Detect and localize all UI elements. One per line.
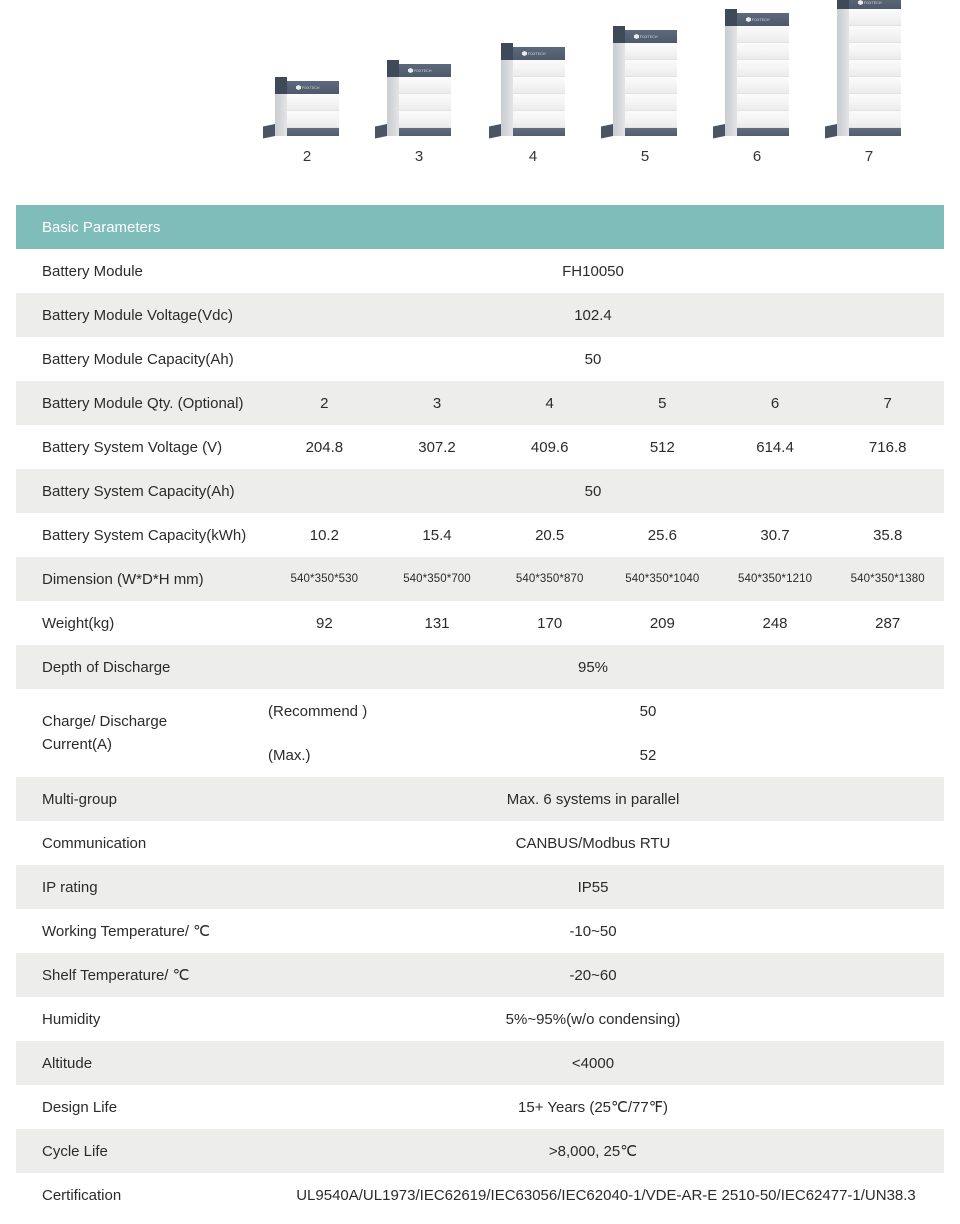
stack-base <box>399 128 451 136</box>
stack-top-cap <box>513 47 565 60</box>
battery-module-block <box>513 60 565 77</box>
table-cell: 287 <box>875 614 901 632</box>
table-cell: 7 <box>883 394 892 412</box>
stack-front-face <box>287 81 339 136</box>
table-cell: 409.6 <box>530 438 569 456</box>
row-value-merged: 95% <box>577 658 609 676</box>
table-row <box>16 249 944 293</box>
stack-base-side <box>825 124 837 139</box>
table-row <box>16 293 944 337</box>
table-cell: 209 <box>649 614 675 632</box>
table-cell: 6 <box>770 394 780 412</box>
row-label: Battery Module Capacity(Ah) <box>42 350 234 368</box>
battery-module-block <box>513 111 565 128</box>
battery-module-block <box>737 94 789 111</box>
brand-logo <box>408 68 432 73</box>
stack-base-side <box>601 124 613 139</box>
row-label: Depth of Discharge <box>42 658 171 676</box>
stack-base <box>287 128 339 136</box>
battery-module-block <box>849 9 901 26</box>
stack-side-face <box>613 30 625 136</box>
table-row <box>16 909 944 953</box>
table-cell: 92 <box>315 614 333 632</box>
stack-cap-side <box>613 26 625 43</box>
battery-stack-illustration <box>501 47 565 136</box>
brand-logo-text: FOXTECH <box>414 68 432 73</box>
battery-module-block <box>849 26 901 43</box>
stack-base <box>849 128 901 136</box>
battery-module-block <box>513 94 565 111</box>
battery-module-block <box>849 60 901 77</box>
row-label: Battery System Capacity(kWh) <box>42 526 247 544</box>
table-body <box>16 249 944 1217</box>
battery-module-block <box>625 111 677 128</box>
row-label: Weight(kg) <box>42 614 115 632</box>
stack-side-face <box>725 13 737 136</box>
table-cell: 25.6 <box>647 526 677 544</box>
battery-stack-illustration <box>837 0 901 136</box>
row-value-merged: -20~60 <box>569 966 617 984</box>
product-unit <box>701 13 813 165</box>
stack-base <box>513 128 565 136</box>
table-cell: 10.2 <box>309 526 339 544</box>
stack-base <box>625 128 677 136</box>
battery-module-block <box>625 77 677 94</box>
brand-logo-text: FOXTECH <box>640 34 658 39</box>
stack-base-side <box>489 124 501 139</box>
row-label: Cycle Life <box>42 1142 108 1160</box>
brand-logo-text: FOXTECH <box>752 17 770 22</box>
product-unit-count-label: 5 <box>640 148 650 165</box>
row-label <box>16 689 268 777</box>
row-value-merged: 50 <box>584 482 602 500</box>
table-row <box>16 777 944 821</box>
table-row <box>16 1085 944 1129</box>
table-row <box>16 865 944 909</box>
table-cell: 540*350*700 <box>403 573 471 585</box>
row-value-merged: <4000 <box>571 1054 615 1072</box>
stack-top-cap <box>625 30 677 43</box>
row-value-merged: >8,000, 25℃ <box>548 1143 638 1160</box>
table-row <box>16 425 944 469</box>
row-values <box>268 573 944 585</box>
row-value-merged: 102.4 <box>574 306 612 324</box>
table-row <box>16 469 944 513</box>
brand-logo-text: FOXTECH <box>302 85 320 90</box>
product-unit <box>589 30 701 165</box>
row-values <box>268 527 944 544</box>
subrow-key: (Recommend ) <box>268 702 368 720</box>
row-values <box>268 395 944 412</box>
product-unit <box>477 47 589 165</box>
table-cell: 3 <box>432 394 442 412</box>
brand-logo-text: FOXTECH <box>528 51 546 56</box>
row-value-merged: 15+ Years (25℃/77℉) <box>518 1099 668 1116</box>
brand-logo <box>522 51 546 56</box>
row-label-line-1: Charge/ Discharge <box>42 712 168 730</box>
brand-logo <box>858 0 882 5</box>
stack-base-side <box>713 124 725 139</box>
battery-stack-illustration <box>387 64 451 136</box>
table-cell: 512 <box>649 438 675 456</box>
row-label: Battery Module Voltage(Vdc) <box>42 306 233 324</box>
table-cell: 170 <box>537 614 563 632</box>
table-cell: 540*350*1040 <box>625 573 700 585</box>
row-label: Dimension (W*D*H mm) <box>42 570 204 588</box>
table-cell: 716.8 <box>868 438 907 456</box>
stack-base-side <box>375 124 387 139</box>
hexagon-logo-icon <box>634 34 639 39</box>
row-label: Communication <box>42 834 147 852</box>
table-row <box>16 997 944 1041</box>
row-value-merged: UL9540A/UL1973/IEC62619/IEC63056/IEC62040-1/VDE-AR-E 2510-50/IEC62477-1/UN38.3 <box>296 1186 916 1204</box>
battery-module-block <box>849 77 901 94</box>
stack-front-face <box>849 0 901 136</box>
charge-discharge-subrows <box>268 689 944 777</box>
brand-logo-text: FOXTECH <box>864 0 882 5</box>
battery-module-block <box>625 94 677 111</box>
hexagon-logo-icon <box>296 85 301 90</box>
row-label-lines <box>42 710 167 757</box>
product-unit <box>813 0 925 165</box>
row-label: Battery Module <box>42 262 143 280</box>
battery-module-block <box>737 26 789 43</box>
subrow-value: 52 <box>639 746 657 764</box>
row-label: Shelf Temperature/ ℃ <box>42 967 190 984</box>
row-label: Altitude <box>42 1054 93 1072</box>
row-value-merged: 5%~95%(w/o condensing) <box>505 1010 681 1028</box>
battery-module-block <box>737 111 789 128</box>
row-label: Certification <box>42 1186 122 1204</box>
battery-module-block <box>737 77 789 94</box>
battery-stack-illustration <box>275 81 339 136</box>
brand-logo <box>746 17 770 22</box>
row-value-merged: FH10050 <box>562 262 624 280</box>
stack-cap-side <box>275 77 287 94</box>
row-label: Multi-group <box>42 790 118 808</box>
table-row <box>16 1041 944 1085</box>
row-value-merged: -10~50 <box>569 922 617 940</box>
table-row <box>16 513 944 557</box>
battery-module-block <box>849 94 901 111</box>
stack-top-cap <box>849 0 901 9</box>
table-cell: 248 <box>762 614 788 632</box>
table-row <box>16 381 944 425</box>
row-label: Battery Module Qty. (Optional) <box>42 394 244 412</box>
battery-module-block <box>849 43 901 60</box>
table-cell: 540*350*1380 <box>850 573 925 585</box>
row-label: Humidity <box>42 1010 101 1028</box>
stack-cap-side <box>725 9 737 26</box>
hexagon-logo-icon <box>408 68 413 73</box>
table-cell: 540*350*530 <box>290 573 359 585</box>
charge-discharge-subrow <box>268 689 944 733</box>
table-row <box>16 821 944 865</box>
product-unit-count-label: 4 <box>528 148 538 165</box>
battery-module-block <box>399 111 451 128</box>
battery-module-block <box>849 111 901 128</box>
stack-base-side <box>263 124 275 139</box>
product-unit-count-label: 6 <box>752 148 762 165</box>
table-cell: 4 <box>545 394 554 412</box>
row-label: IP rating <box>42 878 98 896</box>
stack-top-cap <box>737 13 789 26</box>
product-unit-count-label: 3 <box>414 148 424 165</box>
table-cell: 15.4 <box>422 526 452 544</box>
table-row <box>16 1173 944 1217</box>
product-unit <box>251 81 363 165</box>
table-cell: 30.7 <box>760 526 790 544</box>
battery-module-block <box>625 60 677 77</box>
product-unit-count-label: 2 <box>302 148 312 165</box>
charge-discharge-subrow <box>268 733 944 777</box>
stack-side-face <box>837 0 849 136</box>
table-row <box>16 557 944 601</box>
table-cell: 307.2 <box>418 438 456 456</box>
battery-stack-illustration <box>725 13 789 136</box>
hexagon-logo-icon <box>522 51 527 56</box>
row-label: Working Temperature/ ℃ <box>42 923 211 940</box>
stack-cap-side <box>387 60 399 77</box>
stack-top-cap <box>399 64 451 77</box>
brand-logo <box>634 34 658 39</box>
row-values <box>268 439 944 456</box>
battery-module-block <box>287 111 339 128</box>
row-label: Design Life <box>42 1098 118 1116</box>
row-value-merged: IP55 <box>577 878 609 896</box>
row-values <box>268 615 944 632</box>
stack-side-face <box>501 47 513 136</box>
product-image-strip <box>0 0 960 205</box>
stack-base <box>737 128 789 136</box>
stack-cap-side <box>837 0 849 9</box>
table-cell: 2 <box>320 394 329 412</box>
product-unit-count-label: 7 <box>864 148 874 165</box>
table-cell: 540*350*1210 <box>737 573 813 585</box>
row-value-merged: Max. 6 systems in parallel <box>506 790 680 808</box>
subrow-value: 50 <box>639 702 657 720</box>
table-cell: 131 <box>424 614 450 632</box>
table-cell: 204.8 <box>305 438 344 456</box>
battery-stack-illustration <box>613 30 677 136</box>
subrow-key: (Max.) <box>268 746 311 764</box>
row-value-merged: CANBUS/Modbus RTU <box>515 834 671 852</box>
table-row <box>16 337 944 381</box>
table-row-charge-discharge <box>16 689 944 777</box>
battery-module-block <box>513 77 565 94</box>
stack-front-face <box>513 47 565 136</box>
stack-front-face <box>625 30 677 136</box>
table-cell: 20.5 <box>535 526 565 544</box>
stack-front-face <box>737 13 789 136</box>
battery-module-block <box>399 94 451 111</box>
hexagon-logo-icon <box>746 17 751 22</box>
stack-top-cap <box>287 81 339 94</box>
table-cell: 5 <box>658 394 667 412</box>
battery-module-block <box>287 94 339 111</box>
battery-module-block <box>399 77 451 94</box>
section-header-basic-parameters: Basic Parameters <box>16 205 944 249</box>
table-cell: 614.4 <box>756 438 794 456</box>
table-row <box>16 601 944 645</box>
stack-front-face <box>399 64 451 136</box>
brand-logo <box>296 85 320 90</box>
specification-table <box>16 205 944 1217</box>
row-label: Battery System Voltage (V) <box>42 438 223 456</box>
table-row <box>16 1129 944 1173</box>
battery-module-block <box>625 43 677 60</box>
stack-cap-side <box>501 43 513 60</box>
table-cell: 35.8 <box>873 526 903 544</box>
product-unit <box>363 64 475 165</box>
table-row <box>16 953 944 997</box>
table-cell: 540*350*870 <box>515 573 584 585</box>
battery-module-block <box>737 60 789 77</box>
battery-module-block <box>737 43 789 60</box>
row-label: Battery System Capacity(Ah) <box>42 482 235 500</box>
row-value-merged: 50 <box>584 350 602 368</box>
hexagon-logo-icon <box>858 0 863 5</box>
table-row <box>16 645 944 689</box>
row-label-line-2: Current(A) <box>42 736 113 753</box>
